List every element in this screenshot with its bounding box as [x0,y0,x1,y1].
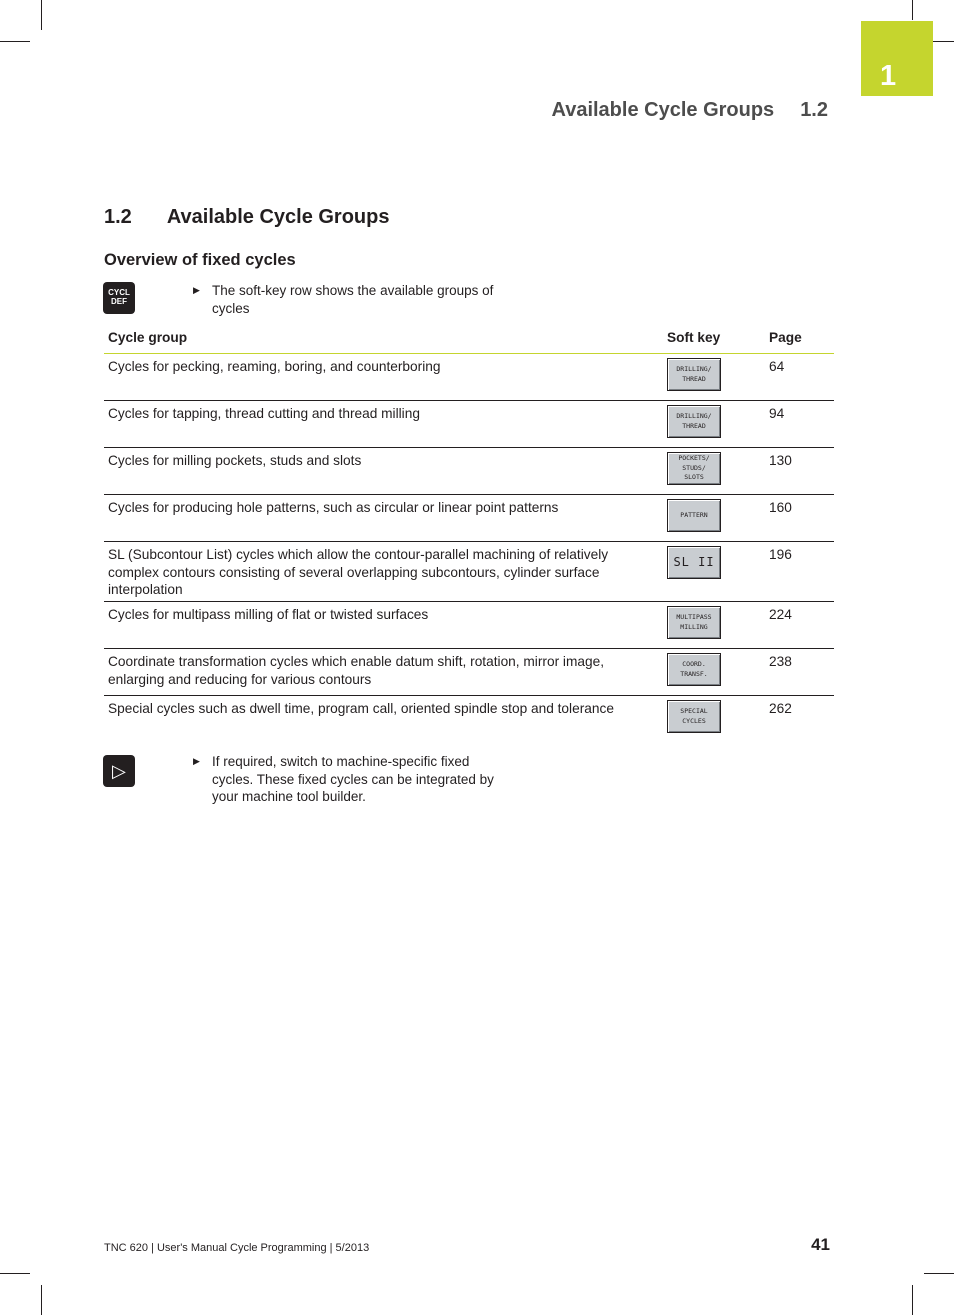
soft-key-label-line: DRILLING/ [676,365,712,373]
machine-bullet-text: If required, switch to machine-specific fixed cycles. These fixed cycles can be integrated by your machine tool builder. [212,754,494,804]
soft-key-label-line: SPECIAL [680,707,708,715]
page-cell: 224 [765,602,834,649]
soft-key-icon [667,546,721,579]
next-softkey-row-key-icon [103,755,135,787]
page-cell: 196 [765,542,834,602]
soft-key-label-line: POCKETS/ [678,454,710,463]
crop-mark [933,41,954,42]
crop-mark [912,1285,913,1315]
section-number: 1.2 [104,206,132,228]
crop-mark [41,1285,42,1315]
soft-key-label-line: SL II [673,554,715,569]
soft-key-label-line: TRANSF. [680,669,708,678]
soft-key-label-line: PATTERN [680,510,708,519]
crop-mark [0,1273,30,1274]
table-row [104,401,834,448]
page-cell: 94 [765,401,834,448]
crop-mark [912,0,913,20]
cycl-def-key-line1: CYCL [108,288,130,297]
table-header-row [104,330,834,354]
soft-key-cell [663,448,765,495]
soft-key-icon [667,499,721,532]
soft-key-label-line: SLOTS [684,473,704,482]
table-row [104,602,834,649]
running-head-title: Available Cycle Groups [551,99,775,121]
soft-key-cell [663,602,765,649]
soft-key-cell [663,696,765,743]
cycle-groups-table [104,330,834,743]
running-head-number: 1.2 [800,99,828,121]
soft-key-label-line: STUDS/ [682,463,706,472]
soft-key-label-line: MULTIPASS [676,613,712,621]
section-heading [104,206,390,229]
soft-key-icon [667,606,721,639]
chapter-number: 1 [880,60,897,92]
page-number: 41 [811,1235,830,1254]
soft-key-icon [667,452,721,485]
running-head [480,99,828,122]
soft-key-cell [663,649,765,696]
footer-text: TNC 620 | User's Manual Cycle Programming | 5/2013 [104,1242,370,1254]
cycl-def-key-line2: DEF [111,297,127,306]
soft-key-cell [663,495,765,542]
crop-mark [0,41,30,42]
header-soft-key: Soft key [663,330,765,354]
soft-key-label-line: THREAD [682,374,706,383]
cycle-group-cell: Cycles for multipass milling of flat or twisted surfaces [104,602,663,649]
page-cell: 130 [765,448,834,495]
chapter-tab [861,21,933,96]
table-row [104,448,834,495]
section-title: Available Cycle Groups [166,206,390,228]
cycle-group-cell: SL (Subcontour List) cycles which allow the contour-parallel machining of relatively complex contours consisting of several overlapping subcontours, cylinder surface interpolation [104,542,663,602]
soft-key-label-line: COORD. [682,660,706,668]
soft-key-cell [663,354,765,401]
cycle-group-cell: Special cycles such as dwell time, program call, oriented spindle stop and tolerance [108,701,614,716]
soft-key-cell [663,401,765,448]
table-row [104,696,834,743]
cycle-group-cell: Cycles for producing hole patterns, such as circular or linear point patterns [104,495,663,542]
page-cell: 262 [769,701,792,716]
soft-key-cell [663,542,765,602]
soft-key-icon [667,358,721,391]
cycle-group-cell: Coordinate transformation cycles which enable datum shift, rotation, mirror image, enlarging and reducing for various contours [104,649,663,696]
bullet-arrow-icon: ▶ [193,285,200,295]
crop-mark [41,0,42,30]
subsection-heading: Overview of fixed cycles [104,251,296,269]
triangle-right-icon: ▷ [112,761,126,781]
cycle-group-cell: Cycles for tapping, thread cutting and thread milling [104,401,663,448]
cycle-group-cell: Cycles for milling pockets, studs and slots [104,448,663,495]
soft-key-label-line: DRILLING/ [676,412,712,420]
page-cell: 64 [765,354,834,401]
intro-bullet [193,282,493,317]
soft-key-icon [667,700,721,733]
header-cycle-group: Cycle group [104,330,663,354]
soft-key-label-line: THREAD [682,421,706,430]
machine-bullet [193,753,494,806]
header-page: Page [765,330,834,354]
table-row [104,649,834,696]
table-row [104,495,834,542]
cycl-def-key-icon [103,282,135,314]
bullet-arrow-icon: ▶ [193,756,200,766]
cycle-group-cell: Cycles for pecking, reaming, boring, and counterboring [104,354,663,401]
page-cell: 238 [765,649,834,696]
soft-key-icon [667,405,721,438]
soft-key-icon [667,653,721,686]
soft-key-label-line: MILLING [680,622,708,631]
soft-key-label-line: CYCLES [682,716,706,725]
page-cell: 160 [765,495,834,542]
crop-mark [924,1273,954,1274]
table-row [104,542,834,602]
table-row [104,354,834,401]
intro-bullet-text: The soft-key row shows the available groups of cycles [212,283,494,316]
